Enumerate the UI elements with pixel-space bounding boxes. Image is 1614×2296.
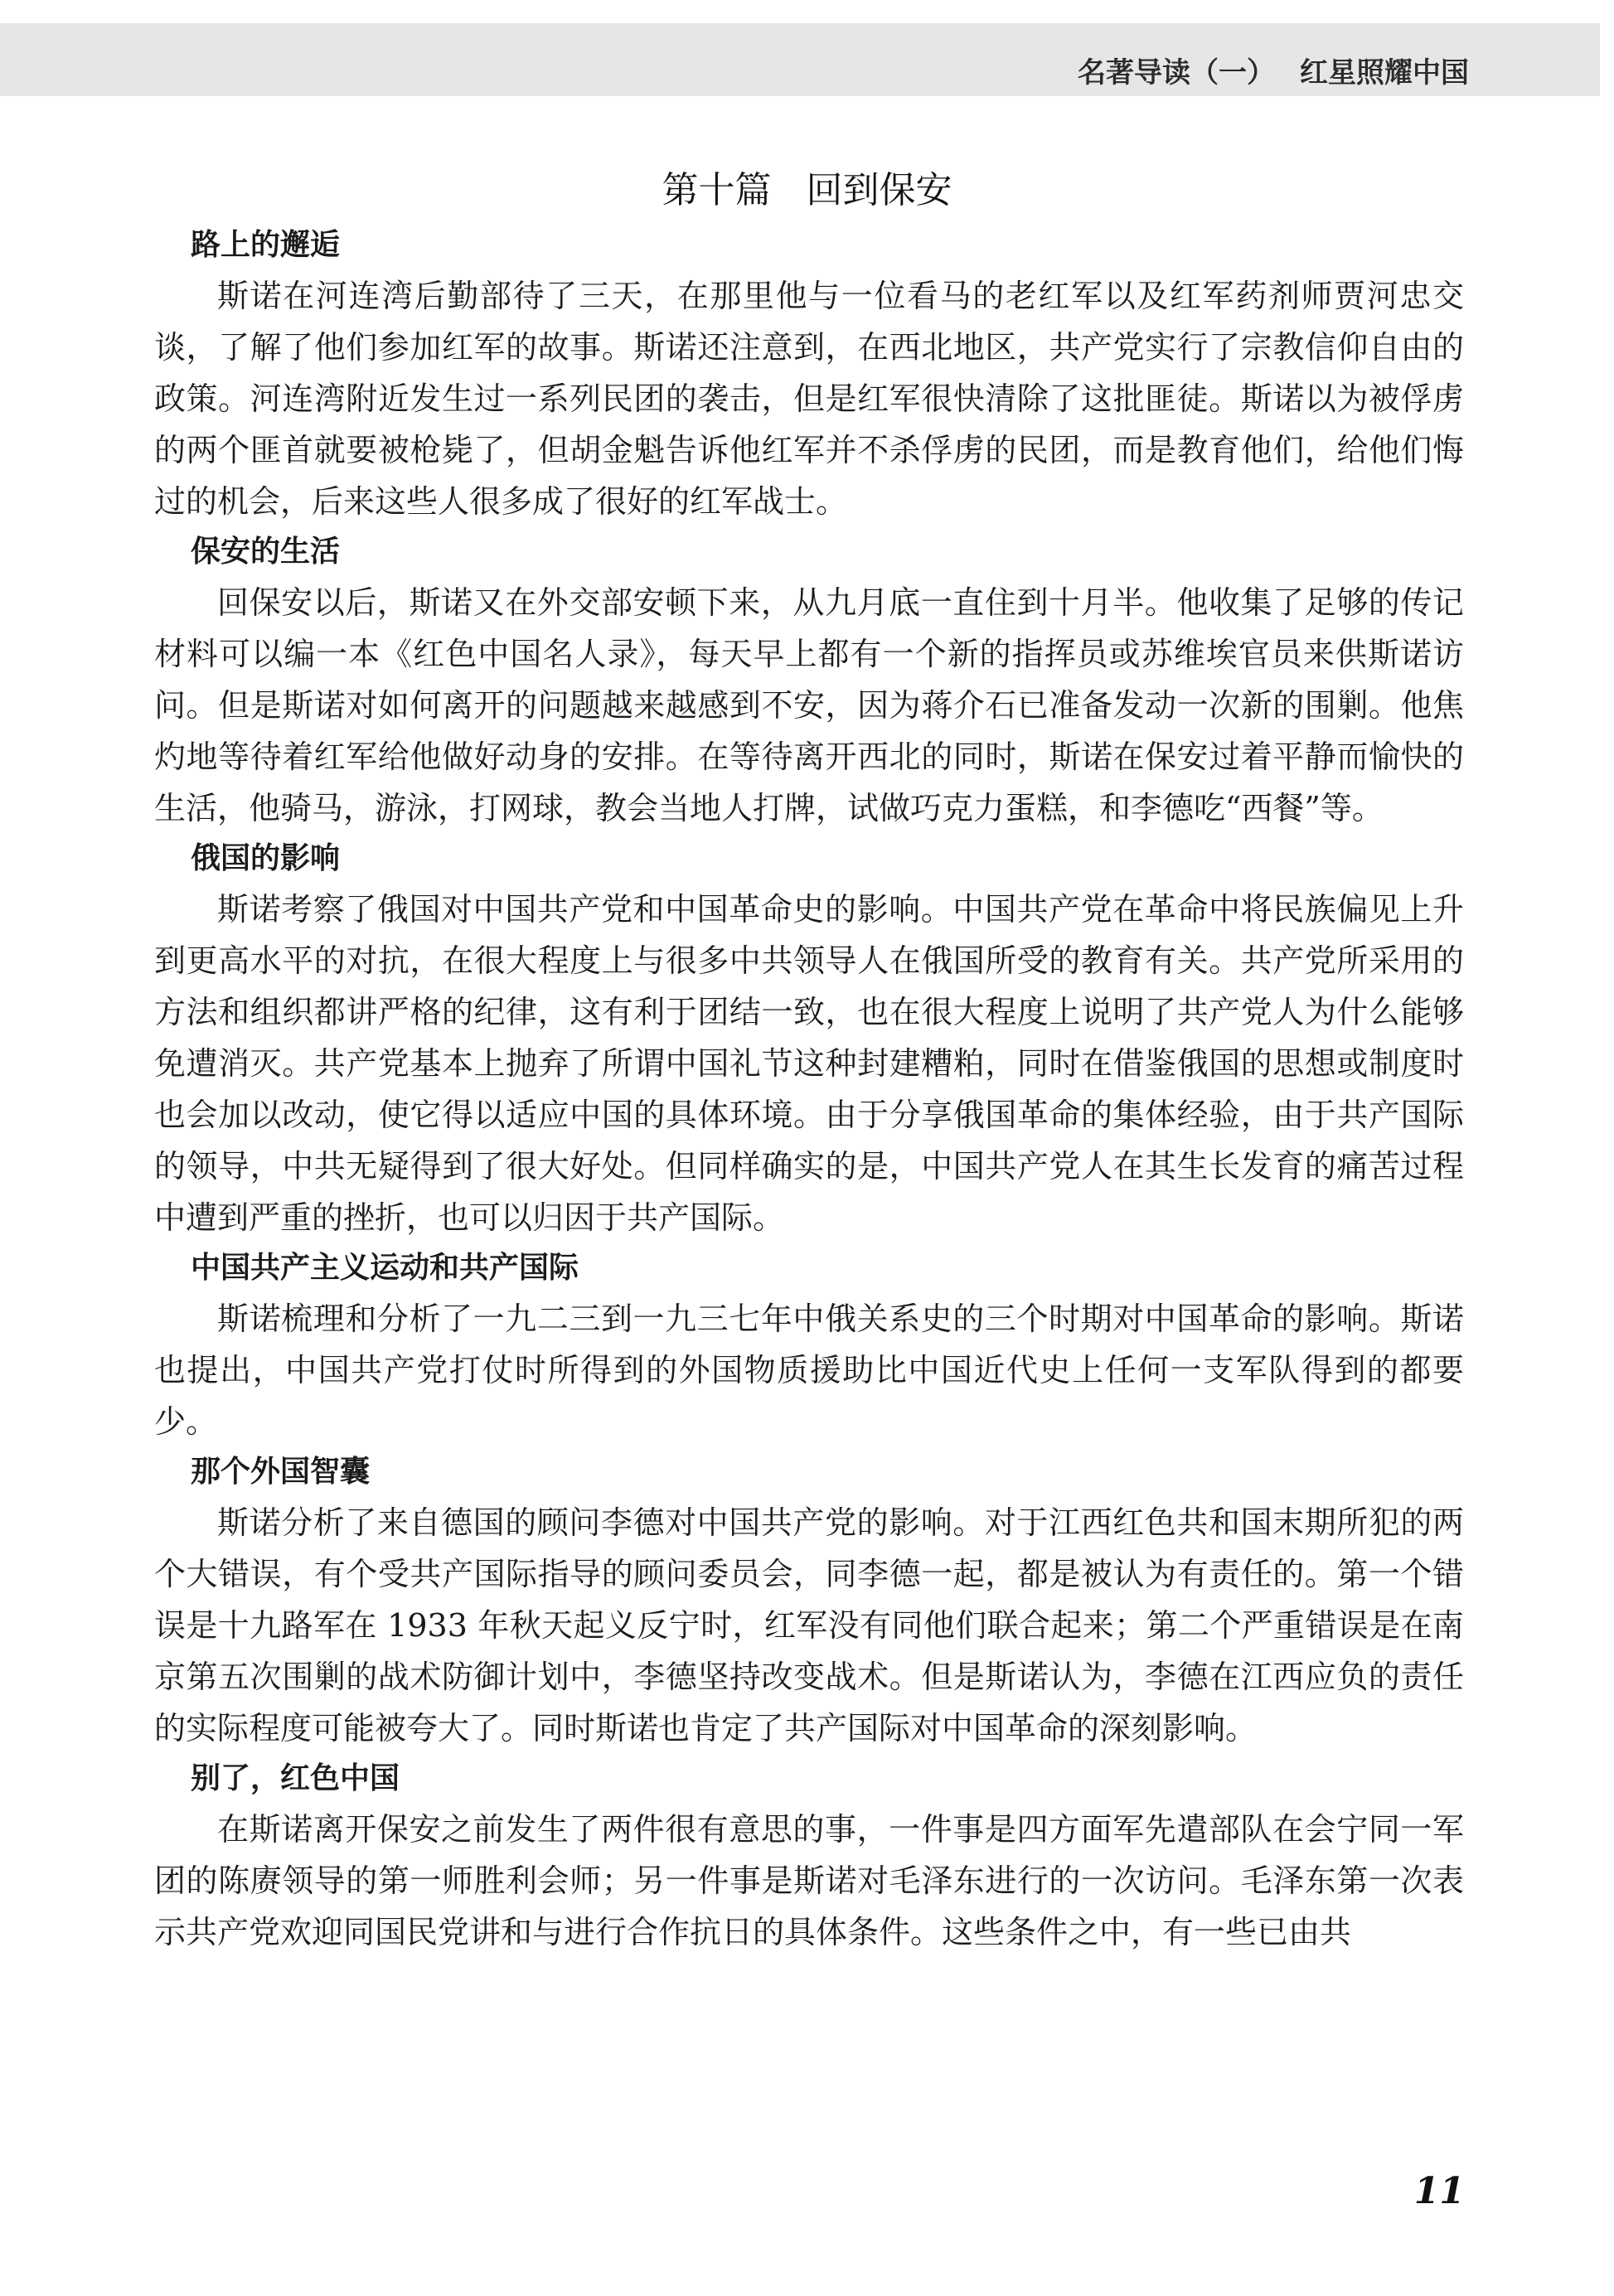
section-paragraph: 回保安以后，斯诺又在外交部安顿下来，从九月底一直住到十月半。他收集了足够的传记材料可以编一本《红色中国名人录》，每天早上都有一个新的指挥员或苏维埃官员来供斯诺访问。但是斯诺对如何离开的问题越来越感到不安，因为蒋介石已准备发动一次新的围剿。他焦灼地等待着红军给他做好动身的安排。在等待离开西北的同时，斯诺在保安过着平静而愉快的生活，他骑马，游泳，打网球，教会当地人打牌，试做巧克力蛋糕，和李德吃“西餐”等。 [154,584,1464,826]
section-encounter [154,220,1464,527]
chapter-part: 第十篇 [662,169,772,211]
page-number: 11 [1413,2170,1465,2212]
section-farewell [154,1754,1464,1958]
section-paragraph: 斯诺梳理和分析了一九二三到一九三七年中俄关系史的三个时期对中国革命的影响。斯诺也提出，中国共产党打仗时所得到的外国物质援助比中国近代史上任何一支军队得到的都要少。 [154,1301,1464,1440]
section-paragraph: 斯诺分析了来自德国的顾问李德对中国共产党的影响。对于江西红色共和国末期所犯的两个大错误，有个受共产国际指导的顾问委员会，同李德一起，都是被认为有责任的。第一个错误是十九路军在 1933 年秋天起义反宁时，红军没有同他们联合起来；第二个严重错误是在南京第五次围剿的战术防御计划中，李德坚持改变战术。但是斯诺认为，李德在江西应负的责任的实际程度可能被夸大了。同时斯诺也肯定了共产国际对中国革命的深刻影响。 [154,1504,1464,1746]
section-paragraph: 斯诺考察了俄国对中国共产党和中国革命史的影响。中国共产党在革命中将民族偏见上升到更高水平的对抗，在很大程度上与很多中共领导人在俄国所受的教育有关。共产党所采用的方法和组织都讲严格的纪律，这有利于团结一致，也在很大程度上说明了共产党人为什么能够免遭消灭。共产党基本上抛弃了所谓中国礼节这种封建糟粕，同时在借鉴俄国的思想或制度时也会加以改动，使它得以适应中国的具体环境。由于分享俄国革命的集体经验，由于共产国际的领导，中共无疑得到了很大好处。但同样确实的是，中国共产党人在其生长发育的痛苦过程中遭到严重的挫折，也可以归因于共产国际。 [154,891,1464,1236]
section-foreign-advisor [154,1447,1464,1754]
section-paragraph: 在斯诺离开保安之前发生了两件很有意思的事，一件事是四方面军先遣部队在会宁同一军团的陈赓领导的第一师胜利会师；另一件事是斯诺对毛泽东进行的一次访问。毛泽东第一次表示共产党欢迎同国民党讲和与进行合作抗日的具体条件。这些条件之中，有一些已由共 [154,1811,1464,1950]
section-heading: 别了，红色中国 [191,1761,400,1795]
section-heading: 俄国的影响 [191,841,341,875]
section-heading: 保安的生活 [191,535,341,569]
chapter-name: 回到保安 [806,169,952,211]
section-russian-influence [154,834,1464,1243]
running-header [1078,50,1469,90]
section-heading: 路上的邂逅 [191,228,341,262]
header-book-title: 红星照耀中国 [1300,56,1469,90]
section-baoan-life [154,527,1464,834]
section-heading: 中国共产主义运动和共产国际 [191,1251,579,1285]
section-comintern [154,1243,1464,1447]
header-book-series: 名著导读（一） [1078,56,1275,90]
chapter-title [0,160,1614,213]
section-heading: 那个外国智囊 [191,1455,371,1489]
page-body [154,220,1464,1958]
section-paragraph: 斯诺在河连湾后勤部待了三天，在那里他与一位看马的老红军以及红军药剂师贾河忠交谈，了解了他们参加红军的故事。斯诺还注意到，在西北地区，共产党实行了宗教信仰自由的政策。河连湾附近发生过一系列民团的袭击，但是红军很快清除了这批匪徒。斯诺以为被俘虏的两个匪首就要被枪毙了，但胡金魁告诉他红军并不杀俘虏的民团，而是教育他们，给他们悔过的机会，后来这些人很多成了很好的红军战士。 [154,278,1464,520]
